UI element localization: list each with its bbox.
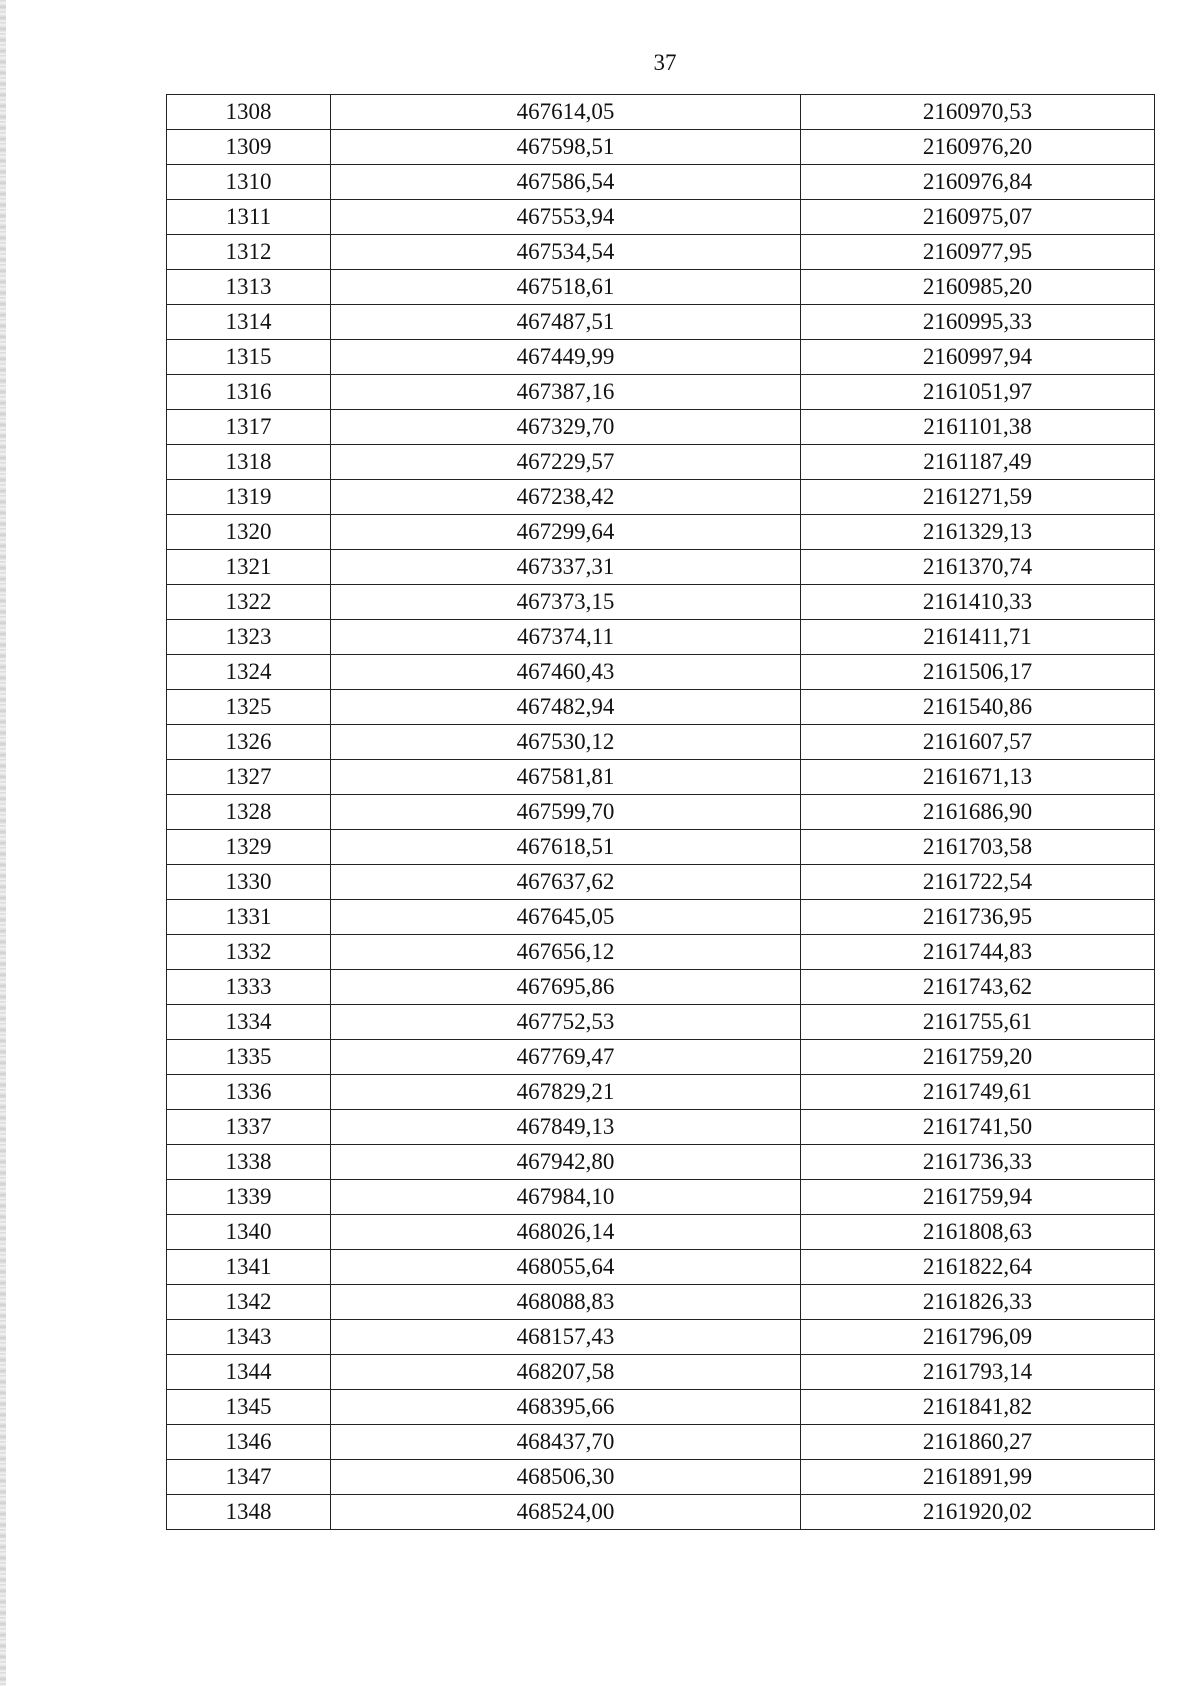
point-number-cell: 1341	[167, 1250, 331, 1285]
y-coordinate-cell: 2160997,94	[801, 340, 1155, 375]
table-row	[167, 655, 1155, 690]
x-coordinate-cell: 468207,58	[331, 1355, 801, 1390]
x-coordinate-cell: 467374,11	[331, 620, 801, 655]
y-coordinate-cell: 2161891,99	[801, 1460, 1155, 1495]
table-row	[167, 585, 1155, 620]
y-coordinate-cell: 2161759,94	[801, 1180, 1155, 1215]
x-coordinate-cell: 467598,51	[331, 130, 801, 165]
table-row	[167, 1075, 1155, 1110]
point-number-cell: 1334	[167, 1005, 331, 1040]
y-coordinate-cell: 2161822,64	[801, 1250, 1155, 1285]
point-number-cell: 1328	[167, 795, 331, 830]
table-row	[167, 1180, 1155, 1215]
y-coordinate-cell: 2161607,57	[801, 725, 1155, 760]
table-row	[167, 200, 1155, 235]
point-number-cell: 1318	[167, 445, 331, 480]
x-coordinate-cell: 467373,15	[331, 585, 801, 620]
x-coordinate-cell: 468088,83	[331, 1285, 801, 1320]
x-coordinate-cell: 468506,30	[331, 1460, 801, 1495]
table-row	[167, 795, 1155, 830]
y-coordinate-cell: 2161736,33	[801, 1145, 1155, 1180]
point-number-cell: 1326	[167, 725, 331, 760]
table-row	[167, 1355, 1155, 1390]
x-coordinate-cell: 467586,54	[331, 165, 801, 200]
x-coordinate-cell: 467387,16	[331, 375, 801, 410]
y-coordinate-cell: 2161759,20	[801, 1040, 1155, 1075]
table-row	[167, 865, 1155, 900]
point-number-cell: 1330	[167, 865, 331, 900]
y-coordinate-cell: 2161755,61	[801, 1005, 1155, 1040]
table-row	[167, 130, 1155, 165]
point-number-cell: 1331	[167, 900, 331, 935]
point-number-cell: 1311	[167, 200, 331, 235]
y-coordinate-cell: 2161686,90	[801, 795, 1155, 830]
y-coordinate-cell: 2161506,17	[801, 655, 1155, 690]
table-row	[167, 900, 1155, 935]
table-row	[167, 235, 1155, 270]
y-coordinate-cell: 2161703,58	[801, 830, 1155, 865]
x-coordinate-cell: 467637,62	[331, 865, 801, 900]
point-number-cell: 1344	[167, 1355, 331, 1390]
table-row	[167, 935, 1155, 970]
y-coordinate-cell: 2161370,74	[801, 550, 1155, 585]
point-number-cell: 1342	[167, 1285, 331, 1320]
x-coordinate-cell: 467599,70	[331, 795, 801, 830]
point-number-cell: 1338	[167, 1145, 331, 1180]
table-row	[167, 690, 1155, 725]
y-coordinate-cell: 2161736,95	[801, 900, 1155, 935]
coordinates-table	[166, 94, 1155, 1530]
table-row	[167, 305, 1155, 340]
point-number-cell: 1336	[167, 1075, 331, 1110]
point-number-cell: 1345	[167, 1390, 331, 1425]
y-coordinate-cell: 2161722,54	[801, 865, 1155, 900]
x-coordinate-cell: 467460,43	[331, 655, 801, 690]
x-coordinate-cell: 468055,64	[331, 1250, 801, 1285]
x-coordinate-cell: 467984,10	[331, 1180, 801, 1215]
table-row	[167, 1425, 1155, 1460]
point-number-cell: 1313	[167, 270, 331, 305]
point-number-cell: 1314	[167, 305, 331, 340]
x-coordinate-cell: 467614,05	[331, 95, 801, 130]
x-coordinate-cell: 468157,43	[331, 1320, 801, 1355]
y-coordinate-cell: 2161741,50	[801, 1110, 1155, 1145]
table-row	[167, 165, 1155, 200]
x-coordinate-cell: 467299,64	[331, 515, 801, 550]
x-coordinate-cell: 467530,12	[331, 725, 801, 760]
x-coordinate-cell: 467482,94	[331, 690, 801, 725]
x-coordinate-cell: 467553,94	[331, 200, 801, 235]
point-number-cell: 1308	[167, 95, 331, 130]
x-coordinate-cell: 467849,13	[331, 1110, 801, 1145]
y-coordinate-cell: 2161271,59	[801, 480, 1155, 515]
table-row	[167, 1460, 1155, 1495]
point-number-cell: 1329	[167, 830, 331, 865]
y-coordinate-cell: 2161793,14	[801, 1355, 1155, 1390]
table-row	[167, 760, 1155, 795]
x-coordinate-cell: 467695,86	[331, 970, 801, 1005]
x-coordinate-cell: 467829,21	[331, 1075, 801, 1110]
y-coordinate-cell: 2161101,38	[801, 410, 1155, 445]
x-coordinate-cell: 468437,70	[331, 1425, 801, 1460]
x-coordinate-cell: 467329,70	[331, 410, 801, 445]
y-coordinate-cell: 2160985,20	[801, 270, 1155, 305]
y-coordinate-cell: 2160977,95	[801, 235, 1155, 270]
x-coordinate-cell: 467942,80	[331, 1145, 801, 1180]
point-number-cell: 1333	[167, 970, 331, 1005]
point-number-cell: 1343	[167, 1320, 331, 1355]
point-number-cell: 1317	[167, 410, 331, 445]
point-number-cell: 1322	[167, 585, 331, 620]
x-coordinate-cell: 467229,57	[331, 445, 801, 480]
table-row	[167, 970, 1155, 1005]
y-coordinate-cell: 2161743,62	[801, 970, 1155, 1005]
table-row	[167, 1145, 1155, 1180]
point-number-cell: 1323	[167, 620, 331, 655]
x-coordinate-cell: 467449,99	[331, 340, 801, 375]
table-row	[167, 515, 1155, 550]
y-coordinate-cell: 2161749,61	[801, 1075, 1155, 1110]
y-coordinate-cell: 2160995,33	[801, 305, 1155, 340]
scan-edge-shadow	[0, 0, 6, 1686]
y-coordinate-cell: 2161051,97	[801, 375, 1155, 410]
x-coordinate-cell: 467337,31	[331, 550, 801, 585]
table-row	[167, 480, 1155, 515]
table-row	[167, 725, 1155, 760]
y-coordinate-cell: 2161744,83	[801, 935, 1155, 970]
table-row	[167, 340, 1155, 375]
point-number-cell: 1309	[167, 130, 331, 165]
point-number-cell: 1332	[167, 935, 331, 970]
y-coordinate-cell: 2161860,27	[801, 1425, 1155, 1460]
table-row	[167, 445, 1155, 480]
y-coordinate-cell: 2161187,49	[801, 445, 1155, 480]
point-number-cell: 1325	[167, 690, 331, 725]
y-coordinate-cell: 2161671,13	[801, 760, 1155, 795]
page-number: 37	[653, 50, 677, 75]
table-row	[167, 270, 1155, 305]
y-coordinate-cell: 2160970,53	[801, 95, 1155, 130]
point-number-cell: 1316	[167, 375, 331, 410]
x-coordinate-cell: 467534,54	[331, 235, 801, 270]
y-coordinate-cell: 2160975,07	[801, 200, 1155, 235]
table-row	[167, 410, 1155, 445]
x-coordinate-cell: 467238,42	[331, 480, 801, 515]
table-row	[167, 1215, 1155, 1250]
table-row	[167, 550, 1155, 585]
x-coordinate-cell: 467618,51	[331, 830, 801, 865]
x-coordinate-cell: 467518,61	[331, 270, 801, 305]
point-number-cell: 1347	[167, 1460, 331, 1495]
table-row	[167, 375, 1155, 410]
x-coordinate-cell: 467581,81	[331, 760, 801, 795]
x-coordinate-cell: 467769,47	[331, 1040, 801, 1075]
point-number-cell: 1335	[167, 1040, 331, 1075]
point-number-cell: 1320	[167, 515, 331, 550]
x-coordinate-cell: 467656,12	[331, 935, 801, 970]
table-row	[167, 1495, 1155, 1530]
table-row	[167, 1250, 1155, 1285]
table-row	[167, 1110, 1155, 1145]
table-row	[167, 1005, 1155, 1040]
x-coordinate-cell: 468026,14	[331, 1215, 801, 1250]
point-number-cell: 1315	[167, 340, 331, 375]
y-coordinate-cell: 2161841,82	[801, 1390, 1155, 1425]
y-coordinate-cell: 2161808,63	[801, 1215, 1155, 1250]
point-number-cell: 1340	[167, 1215, 331, 1250]
point-number-cell: 1321	[167, 550, 331, 585]
table-row	[167, 1285, 1155, 1320]
y-coordinate-cell: 2160976,20	[801, 130, 1155, 165]
point-number-cell: 1327	[167, 760, 331, 795]
table-row	[167, 1390, 1155, 1425]
y-coordinate-cell: 2161796,09	[801, 1320, 1155, 1355]
x-coordinate-cell: 467487,51	[331, 305, 801, 340]
y-coordinate-cell: 2161410,33	[801, 585, 1155, 620]
point-number-cell: 1319	[167, 480, 331, 515]
point-number-cell: 1348	[167, 1495, 331, 1530]
table-row	[167, 1320, 1155, 1355]
point-number-cell: 1310	[167, 165, 331, 200]
table-row	[167, 830, 1155, 865]
x-coordinate-cell: 467752,53	[331, 1005, 801, 1040]
point-number-cell: 1312	[167, 235, 331, 270]
y-coordinate-cell: 2161920,02	[801, 1495, 1155, 1530]
point-number-cell: 1324	[167, 655, 331, 690]
y-coordinate-cell: 2161411,71	[801, 620, 1155, 655]
table-body	[167, 95, 1155, 1530]
table-row	[167, 95, 1155, 130]
table-row	[167, 620, 1155, 655]
point-number-cell: 1337	[167, 1110, 331, 1145]
x-coordinate-cell: 467645,05	[331, 900, 801, 935]
y-coordinate-cell: 2161329,13	[801, 515, 1155, 550]
point-number-cell: 1346	[167, 1425, 331, 1460]
table-row	[167, 1040, 1155, 1075]
x-coordinate-cell: 468395,66	[331, 1390, 801, 1425]
y-coordinate-cell: 2161826,33	[801, 1285, 1155, 1320]
point-number-cell: 1339	[167, 1180, 331, 1215]
y-coordinate-cell: 2161540,86	[801, 690, 1155, 725]
x-coordinate-cell: 468524,00	[331, 1495, 801, 1530]
y-coordinate-cell: 2160976,84	[801, 165, 1155, 200]
